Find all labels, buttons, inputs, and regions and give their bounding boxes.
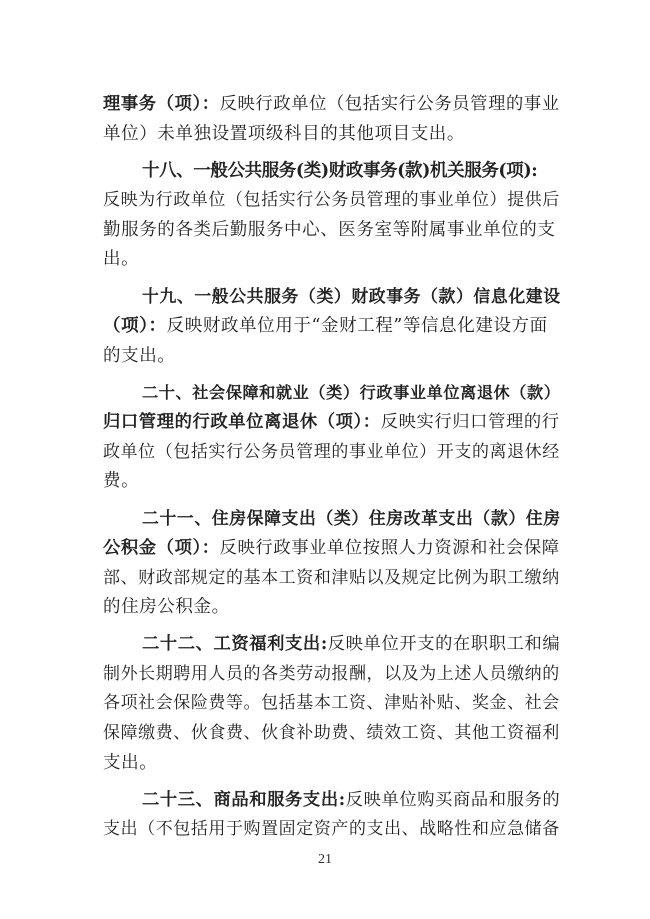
body-text: 支出。 bbox=[103, 752, 158, 773]
body-text: 反映财政单位用于“金财工程”等信息化建设方面 bbox=[166, 315, 548, 336]
body-text: 反映单位开支的在职职工和编 bbox=[327, 634, 561, 655]
text-line bbox=[103, 659, 560, 689]
body-text: 保障缴费、伙食费、伙食补助费、绩效工资、其他工资福利 bbox=[103, 723, 560, 744]
text-line bbox=[103, 688, 560, 718]
body-text: 反映实行归口管理的行 bbox=[380, 412, 560, 433]
bold-heading: 理事务（项）： bbox=[103, 94, 220, 114]
text-line bbox=[103, 407, 560, 437]
body-text: 费。 bbox=[103, 471, 140, 492]
text-line bbox=[103, 718, 560, 748]
text-line bbox=[103, 466, 139, 496]
body-text: 的支出。 bbox=[103, 345, 176, 366]
body-text: 反映单位购买商品和服务的 bbox=[345, 789, 561, 810]
body-text: 勤服务的各类后勤服务中心、医务室等附属事业单位的支 bbox=[103, 219, 556, 240]
body-text: 部、财政部规定的基本工资和津贴以及规定比例为职工缴纳 bbox=[103, 567, 560, 588]
text-line bbox=[103, 814, 560, 844]
page-number: 21 bbox=[318, 852, 332, 867]
text-line bbox=[142, 629, 560, 659]
bold-heading: 十八、一般公共服务(类)财政事务(款)机关服务(项): bbox=[142, 160, 538, 181]
text-line bbox=[103, 563, 560, 593]
text-line bbox=[103, 748, 157, 778]
bold-heading: 归口管理的行政单位离退休（项）： bbox=[103, 412, 381, 433]
bold-heading: 二十一、住房保障支出（类）住房改革支出（款）住房 bbox=[142, 508, 561, 529]
text-line bbox=[103, 592, 230, 622]
bold-heading: （项）： bbox=[103, 315, 167, 336]
body-text: 出。 bbox=[103, 249, 140, 270]
text-line bbox=[142, 503, 561, 533]
body-text: 制外长期聘用人员的各类劳动报酬，以及为上述人员缴纳的 bbox=[103, 663, 560, 684]
body-text: 的住房公积金。 bbox=[103, 597, 230, 618]
body-text: 单位）未单独设置项级科目的其他项目支出。 bbox=[103, 123, 465, 144]
text-line bbox=[103, 185, 560, 215]
text-line bbox=[103, 244, 139, 274]
body-text: 反映为行政单位（包括实行公务员管理的事业单位）提供后 bbox=[103, 190, 560, 211]
bold-heading: 公积金（项）： bbox=[103, 537, 220, 558]
text-line bbox=[103, 119, 465, 149]
body-text: 反映行政单位（包括实行公务员管理的事业 bbox=[219, 94, 560, 114]
text-line bbox=[103, 311, 548, 341]
bold-heading: 二十二、工资福利支出: bbox=[142, 634, 328, 655]
text-line bbox=[103, 533, 560, 563]
bold-heading: 二十、社会保障和就业（类）行政事业单位离退休（款） bbox=[142, 382, 561, 402]
body-text: 反映行政事业单位按照人力资源和社会保障 bbox=[219, 537, 560, 558]
text-line bbox=[142, 378, 561, 408]
bold-heading: 二十三、商品和服务支出: bbox=[142, 789, 346, 810]
text-line bbox=[142, 281, 561, 311]
text-line bbox=[103, 89, 560, 119]
body-text: 各项社会保险费等。包括基本工资、津贴补贴、奖金、社会 bbox=[103, 693, 560, 714]
body-text: 支出（不包括用于购置固定资产的支出、战略性和应急储备 bbox=[103, 819, 560, 840]
text-line bbox=[103, 437, 560, 467]
text-line bbox=[142, 156, 537, 186]
text-line bbox=[103, 215, 556, 245]
body-text: 政单位（包括实行公务员管理的事业单位）开支的离退休经 bbox=[103, 441, 560, 462]
text-line bbox=[103, 341, 175, 371]
text-line bbox=[142, 785, 560, 815]
bold-heading: 十九、一般公共服务（类）财政事务（款）信息化建设 bbox=[142, 286, 561, 307]
